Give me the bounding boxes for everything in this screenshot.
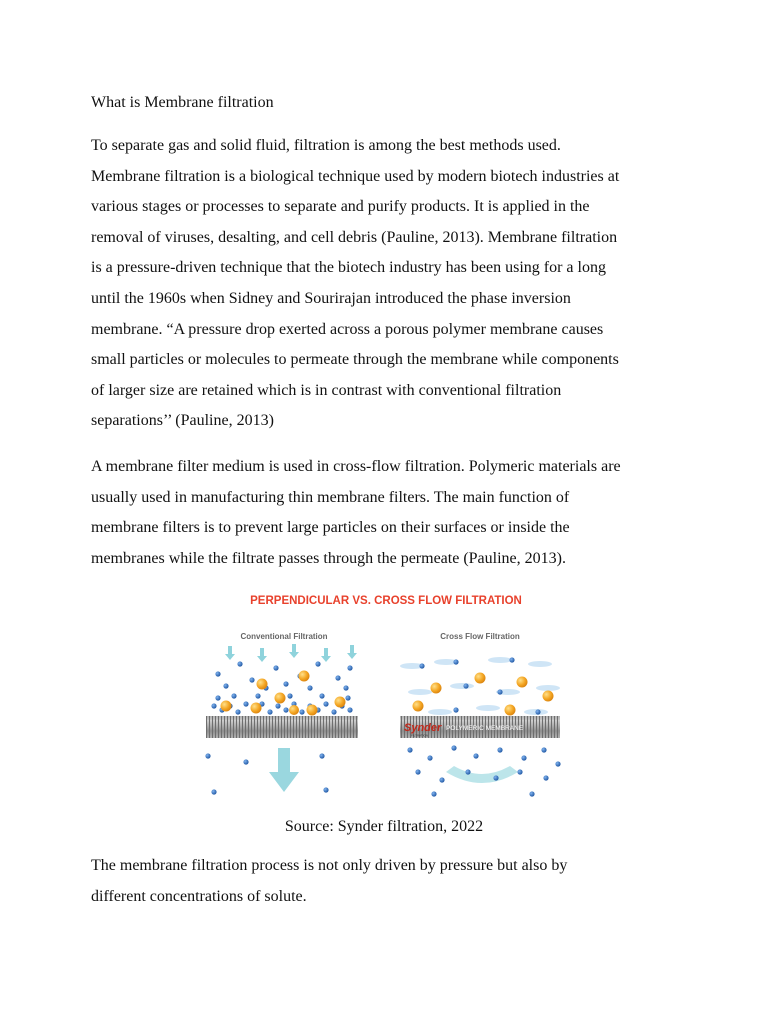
text-line: To separate gas and solid fluid, filtration is among the best methods used.	[91, 137, 561, 154]
arrow-down-icon	[289, 644, 299, 658]
permeate-particles	[407, 745, 560, 796]
membrane-label: POLYMERIC MEMBRANE	[446, 725, 524, 732]
figure-caption: Source: Synder filtration, 2022	[284, 818, 484, 835]
permeate-flow	[446, 766, 518, 783]
text-line: removal of viruses, desalting, and cell debris (Pauline, 2013). Membrane filtration	[91, 228, 618, 246]
paragraph-intro	[91, 131, 691, 437]
text-line: The membrane filtration process is not only driven by pressure but also by	[91, 857, 568, 874]
conventional-panel	[205, 644, 358, 795]
brand-logo: Synder	[404, 722, 442, 734]
brand-subtitle: FILTRATION	[411, 733, 429, 738]
text-line: various stages or processes to separate and purify products. It is applied in the	[91, 198, 590, 216]
paragraph-conclusion	[91, 851, 691, 912]
arrow-down-icon	[347, 645, 357, 659]
paragraph-membrane-filter	[91, 452, 691, 574]
conventional-membrane	[206, 716, 358, 738]
text-line: A membrane filter medium is used in cross-flow filtration. Polymeric materials are	[91, 458, 621, 475]
text-line: Membrane filtration is a biological technique used by modern biotech industries at	[91, 167, 620, 185]
small-particles	[215, 661, 352, 690]
section-heading: What is Membrane filtration	[91, 94, 274, 111]
permeate-particles	[205, 753, 328, 794]
large-particles	[221, 671, 346, 716]
cross-flow-filtration-label: Cross Flow Filtration	[440, 632, 520, 641]
filtration-diagram	[200, 588, 572, 800]
text-line: of larger size are retained which is in contrast with conventional filtration	[91, 381, 562, 399]
text-line: until the 1960s when Sidney and Sourirajan introduced the phase inversion	[91, 289, 571, 307]
text-line: small particles or molecules to permeate through the membrane while components	[91, 351, 619, 369]
text-line: different concentrations of solute.	[91, 887, 307, 905]
arrow-down-icon	[257, 648, 267, 662]
text-line: separations’’ (Pauline, 2013)	[91, 412, 274, 430]
text-line: usually used in manufacturing thin membrane filters. The main function of	[91, 488, 570, 506]
cross-flow-panel	[400, 657, 561, 797]
down-arrows	[225, 644, 357, 662]
text-line: is a pressure-driven technique that the biotech industry has been using for a long	[91, 259, 606, 277]
arrow-down-icon	[269, 748, 299, 792]
text-line: membrane. “A pressure drop exerted across a porous polymer membrane causes	[91, 320, 604, 338]
text-line: membranes while the filtrate passes through the permeate (Pauline, 2013).	[91, 549, 566, 567]
arrow-down-icon	[225, 646, 235, 660]
conventional-filtration-label: Conventional Filtration	[240, 632, 328, 641]
figure-title: PERPENDICULAR VS. CROSS FLOW FILTRATION	[250, 595, 522, 607]
arrow-down-icon	[321, 648, 331, 662]
text-line: membrane filters is to prevent large particles on their surfaces or inside the	[91, 519, 570, 537]
